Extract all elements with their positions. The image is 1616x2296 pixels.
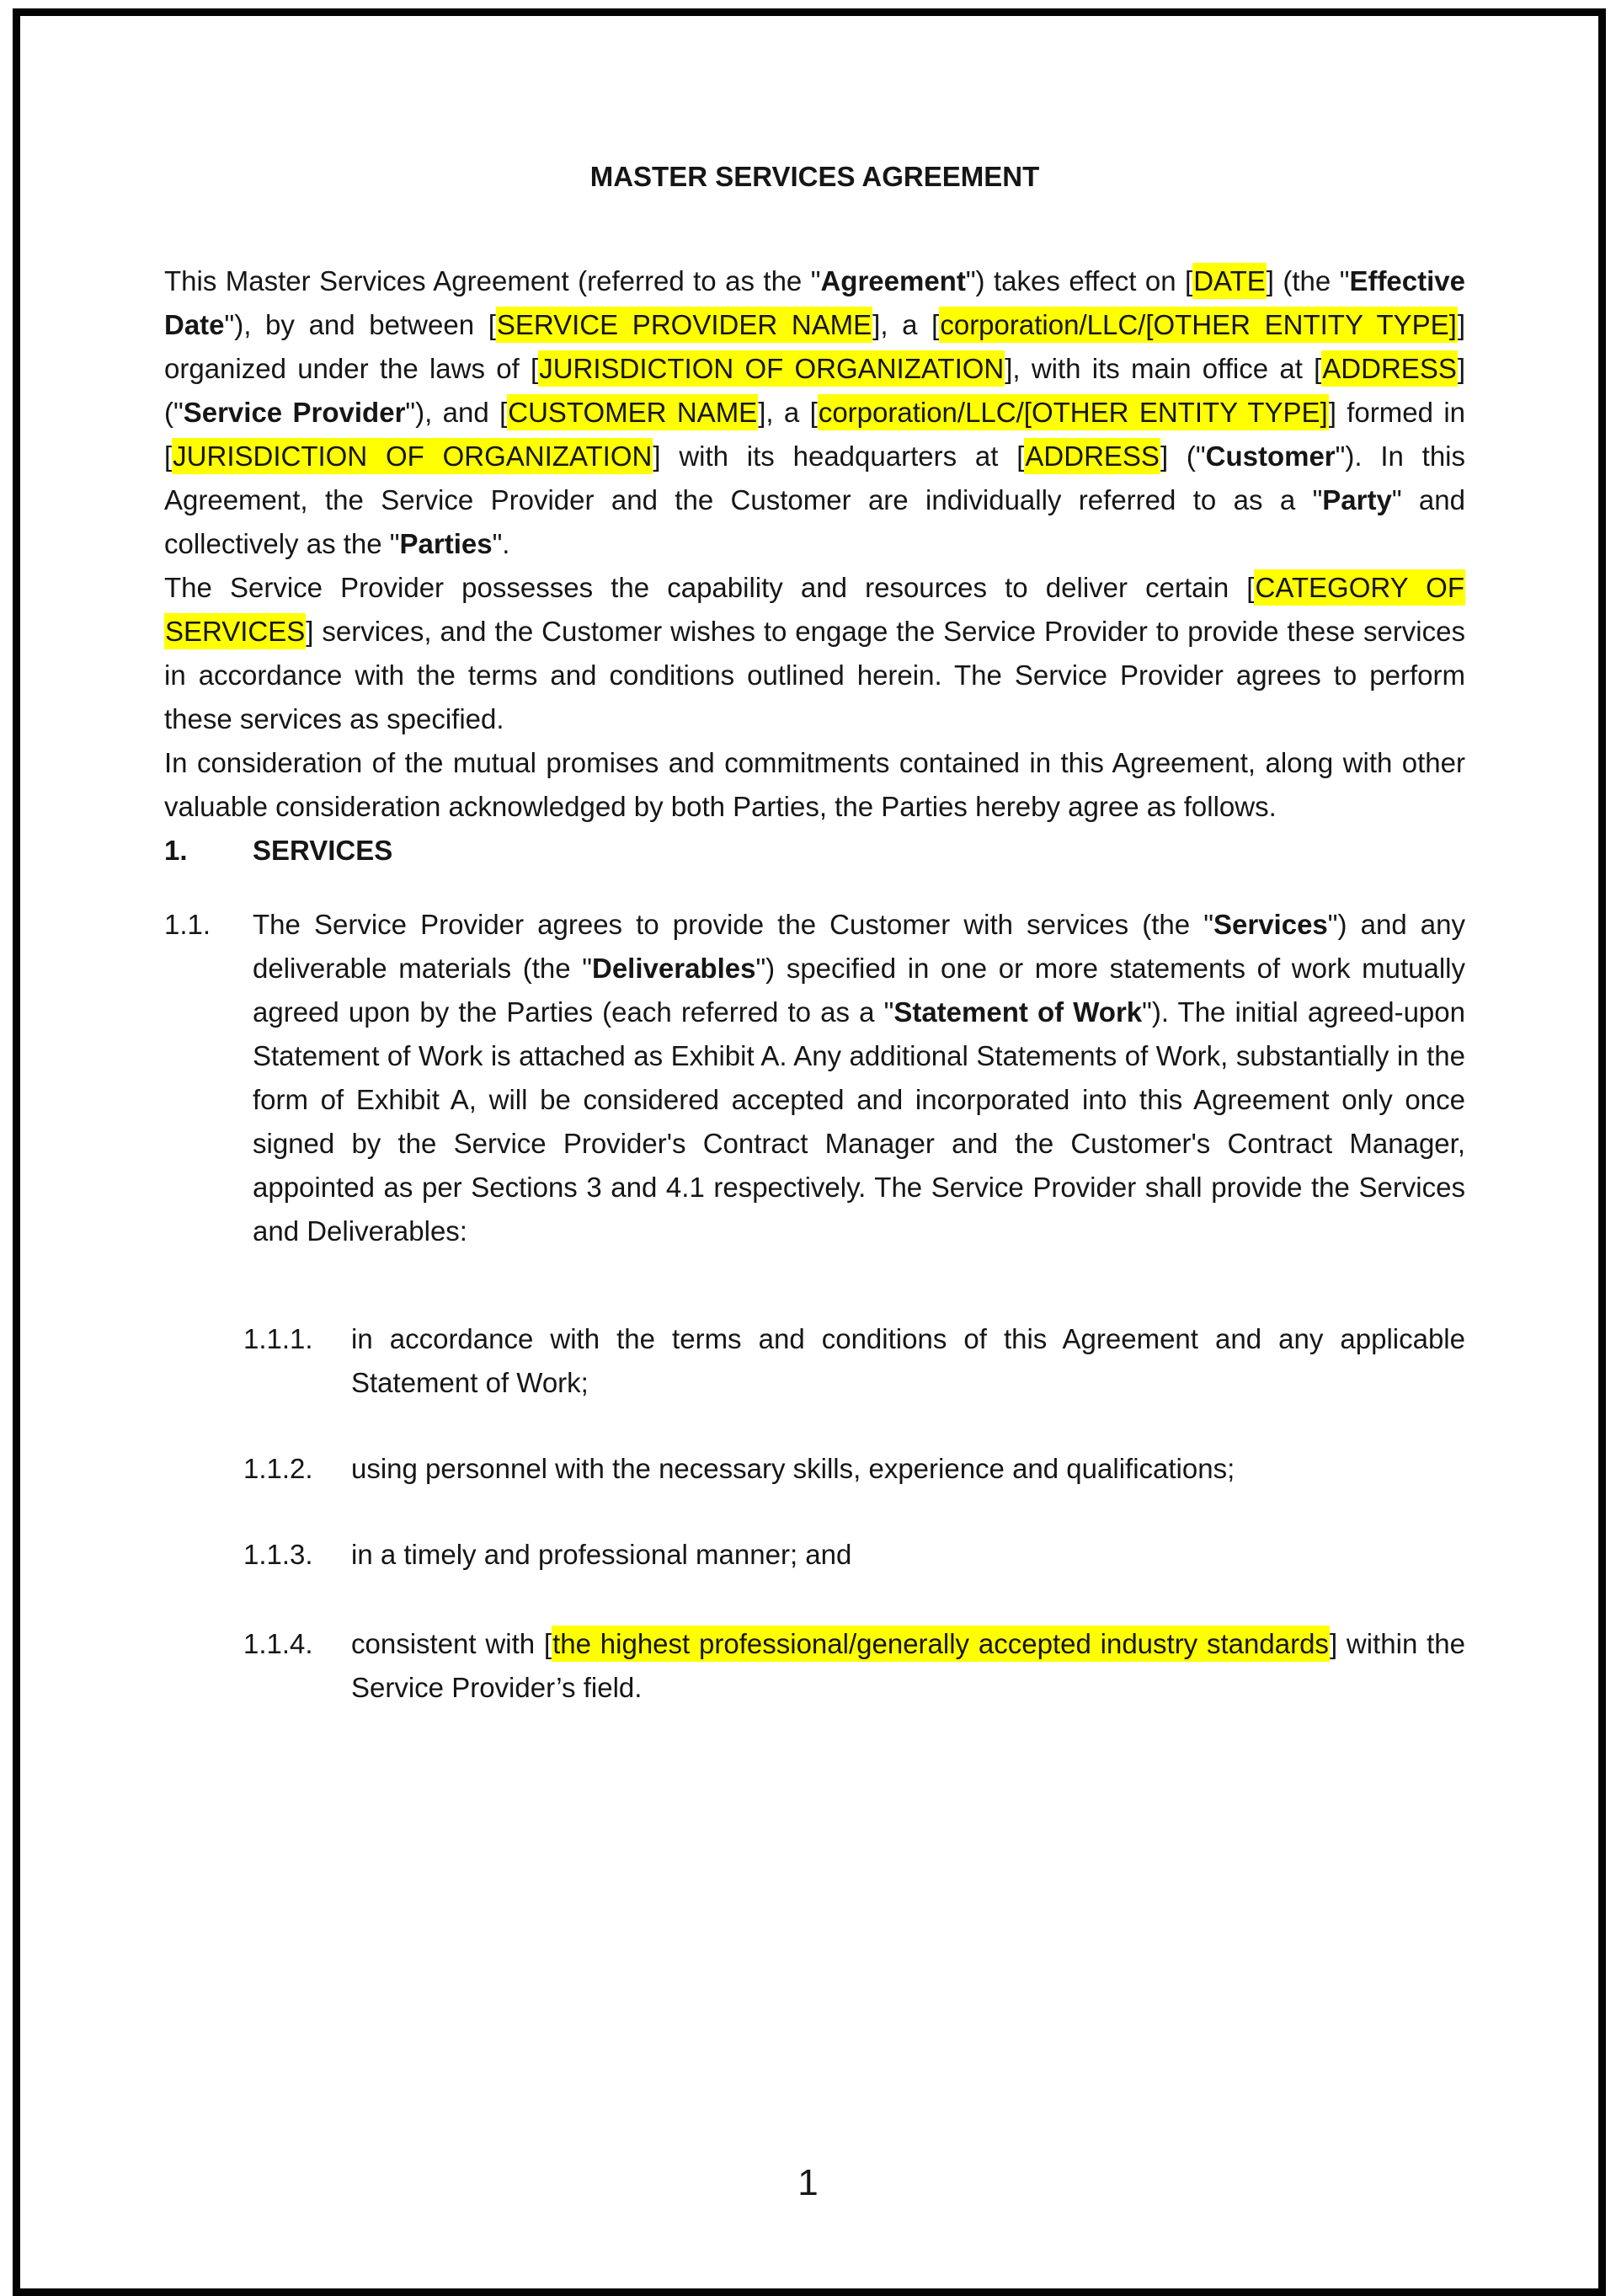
subclause-1-1-4-text	[351, 1622, 1465, 1710]
text-run: The Service Provider agrees to provide the Customer with services (the "	[253, 909, 1213, 940]
text-run: ], a [	[758, 397, 818, 428]
defined-term: Services	[1213, 909, 1328, 940]
placeholder-highlight: ADDRESS	[1024, 438, 1160, 474]
paragraph-consideration	[164, 741, 1465, 829]
text-run: "), by and between [	[224, 309, 496, 340]
text-run: ] ("	[1160, 441, 1206, 472]
text-run: ") and any deliverable materials (the "	[253, 909, 1465, 984]
defined-term: Deliverables	[592, 953, 756, 984]
text-run: ".	[492, 528, 510, 559]
subclause-1-1-2	[243, 1447, 1465, 1491]
defined-term: Effective Date	[164, 265, 1465, 340]
subclause-1-1-2-text	[351, 1447, 1465, 1491]
text-run: in a timely and professional manner; and	[351, 1539, 852, 1570]
text-run: "), and [	[405, 397, 508, 428]
text-run: ") specified in one or more statements of work mutually agreed upon by the Parties (each referred to as a "	[253, 953, 1465, 1028]
placeholder-highlight: JURISDICTION OF ORGANIZATION	[538, 350, 1005, 387]
placeholder-highlight: corporation/LLC/[OTHER ENTITY TYPE]	[818, 394, 1329, 430]
text-run: consistent with [	[351, 1628, 552, 1659]
text-run: ] with its headquarters at [	[653, 441, 1025, 472]
subclause-1-1-1	[243, 1317, 1465, 1405]
text-run: ], with its main office at [	[1005, 353, 1322, 384]
defined-term: Service Provider	[183, 397, 406, 428]
defined-term: Statement of Work	[893, 996, 1143, 1028]
section-number: 1.	[164, 835, 188, 866]
placeholder-highlight: ADDRESS	[1321, 350, 1458, 387]
placeholder-highlight: JURISDICTION OF ORGANIZATION	[172, 438, 653, 474]
text-run: ], a [	[872, 309, 940, 340]
section-heading-label: SERVICES	[253, 835, 393, 866]
subclause-1-1-3	[243, 1533, 1465, 1577]
subclause-1-1-3-text	[351, 1533, 1465, 1577]
placeholder-highlight: the highest professional/generally accepted industry standards	[552, 1626, 1330, 1662]
clause-1-1-number: 1.1.	[164, 909, 211, 940]
text-run: "). The initial agreed-upon Statement of Work is attached as Exhibit A. Any additional Statements of Work, substantially in the form of Exhibit A, will be considered accepted and incorporated into this Agreement only once signed by the Service Provider's Contract Manager and the Customer's Contract Manager, appointed as per Sections 3 and 4.1 respectively. The Service Provider shall provide the Services and Deliverables:	[253, 996, 1465, 1247]
text-run: ] formed in [	[164, 397, 1465, 472]
subclause-1-1-3-number: 1.1.3.	[243, 1539, 313, 1570]
subclause-1-1-1-number: 1.1.1.	[243, 1323, 313, 1354]
document-title: MASTER SERVICES AGREEMENT	[589, 161, 1040, 192]
paragraph-intro	[164, 259, 1465, 566]
text-run: In consideration of the mutual promises and commitments contained in this Agreement, along with other valuable consideration acknowledged by both Parties, the Parties hereby agree as follows.	[164, 747, 1465, 822]
text-run: " and collectively as the "	[164, 484, 1465, 559]
text-run: ] within the Service Provider’s field.	[351, 1628, 1465, 1703]
subclause-1-1-2-number: 1.1.2.	[243, 1453, 313, 1484]
subclause-1-1-4	[243, 1622, 1465, 1710]
placeholder-highlight: CUSTOMER NAME	[507, 394, 758, 430]
paragraph-recital-services	[164, 566, 1465, 741]
placeholder-highlight: DATE	[1192, 263, 1267, 299]
defined-term: Agreement	[820, 265, 966, 296]
text-run: ] (the "	[1266, 265, 1350, 296]
text-run: The Service Provider possesses the capability and resources to deliver certain [	[164, 572, 1255, 603]
page-body	[164, 0, 1465, 1710]
clause-1-1-text	[253, 903, 1465, 1253]
subclause-1-1-1-text	[351, 1317, 1465, 1405]
clause-1-1	[164, 903, 1465, 1253]
text-run: ] organized under the laws of [	[164, 309, 1465, 384]
text-run: using personnel with the necessary skills, experience and qualifications;	[351, 1453, 1235, 1484]
placeholder-highlight: SERVICE PROVIDER NAME	[496, 307, 872, 343]
defined-term: Customer	[1205, 441, 1336, 472]
page-number: 1	[797, 2162, 819, 2203]
text-run: ] services, and the Customer wishes to engage the Service Provider to provide these services in accordance with the terms and conditions outlined herein. The Service Provider agrees to perform these services as specified.	[164, 616, 1465, 734]
text-run: This Master Services Agreement (referred to as the "	[164, 265, 821, 296]
defined-term: Party	[1322, 484, 1392, 515]
text-run: "). In this Agreement, the Service Provider and the Customer are individually referred to as a "	[164, 441, 1466, 515]
placeholder-highlight: CATEGORY OF SERVICES	[164, 569, 1465, 649]
text-run: in accordance with the terms and conditions of this Agreement and any applicable Statement of Work;	[351, 1323, 1465, 1398]
placeholder-highlight: corporation/LLC/[OTHER ENTITY TYPE]	[939, 307, 1457, 343]
text-run: ") takes effect on [	[965, 265, 1193, 296]
defined-term: Parties	[399, 528, 493, 559]
section-heading	[164, 829, 1465, 873]
subclause-1-1-4-number: 1.1.4.	[243, 1628, 313, 1659]
section-services	[164, 829, 1465, 1710]
text-run: ] ("	[164, 353, 1466, 428]
